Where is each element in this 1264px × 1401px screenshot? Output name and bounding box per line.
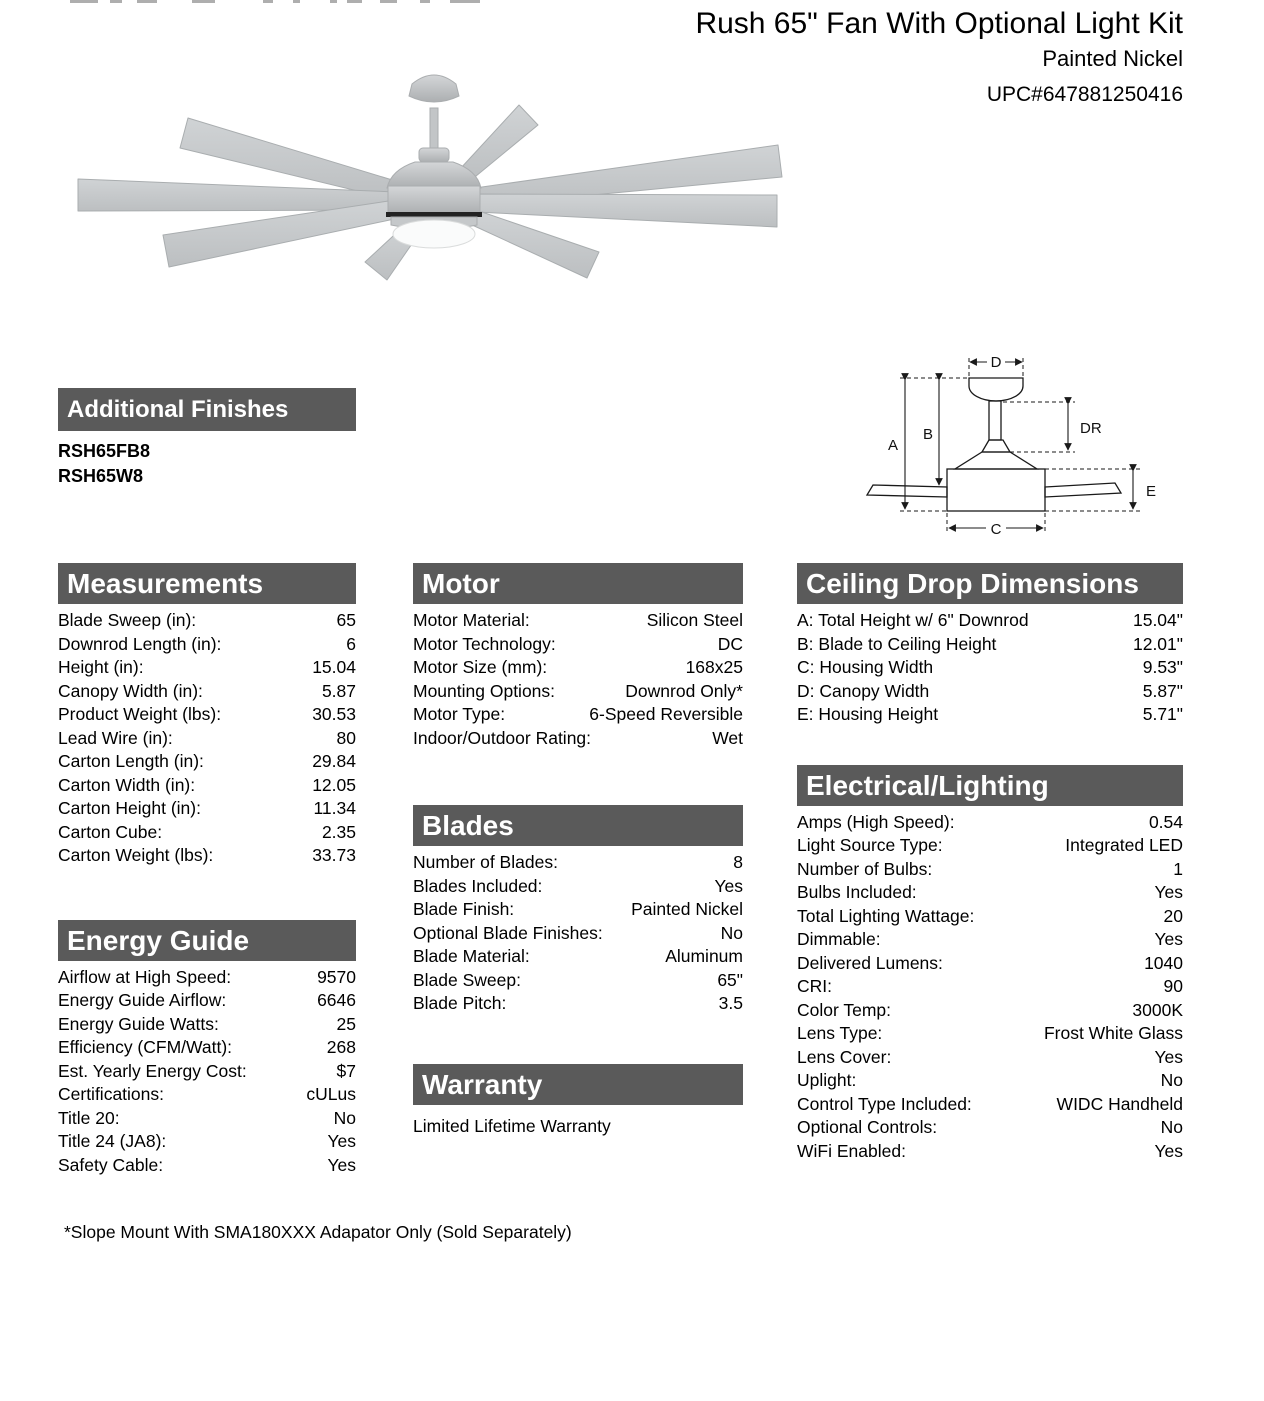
fan-downrod	[430, 108, 438, 148]
motor-rows	[413, 604, 743, 750]
blades-section	[413, 805, 743, 1016]
spec-row	[58, 989, 356, 1013]
spec-label: Downrod Length (in):	[58, 633, 222, 654]
spec-row	[58, 1036, 356, 1060]
spec-column-1	[58, 563, 356, 1177]
cropped-logo-fragment	[347, 0, 362, 3]
spec-value: 25	[336, 1013, 356, 1034]
section-header-measurements: Measurements	[58, 563, 356, 604]
spec-value: 20	[1163, 905, 1183, 926]
spec-value: 1040	[1144, 952, 1183, 973]
footnote: *Slope Mount With SMA180XXX Adapator Only (Sold Separately)	[64, 1222, 572, 1242]
spec-row	[413, 703, 743, 727]
fan-product-image	[55, 56, 855, 296]
spec-value: 3000K	[1132, 999, 1183, 1020]
spec-label: Product Weight (lbs):	[58, 704, 222, 724]
energy-guide-section	[58, 920, 356, 1178]
spec-label: Est. Yearly Energy Cost:	[58, 1060, 247, 1081]
spec-label: Dimmable:	[797, 929, 881, 949]
spec-label: Amps (High Speed):	[797, 811, 955, 832]
spec-value: No	[720, 922, 743, 943]
spec-row	[58, 633, 356, 657]
spec-value: WIDC Handheld	[1056, 1093, 1183, 1114]
spec-value: 6-Speed Reversible	[589, 704, 743, 724]
spec-row	[797, 811, 1183, 835]
spec-value: Yes	[1154, 1140, 1183, 1161]
section-header-additional-finishes: Additional Finishes	[58, 388, 356, 431]
spec-label: Optional Controls:	[797, 1117, 938, 1137]
spec-row	[797, 975, 1183, 999]
fan-light-lens	[393, 220, 475, 248]
fan-blade	[476, 194, 777, 227]
spec-value: 268	[326, 1037, 356, 1057]
spec-value: Painted Nickel	[631, 899, 743, 919]
diagram-cone	[955, 452, 1037, 469]
motor-section	[413, 563, 743, 750]
spec-row	[413, 969, 743, 993]
spec-row	[797, 1093, 1183, 1117]
spec-value: No	[333, 1107, 356, 1128]
spec-value: Yes	[1154, 1046, 1183, 1067]
spec-value: cULus	[306, 1084, 356, 1104]
section-header-warranty: Warranty	[413, 1064, 743, 1105]
diagram-blade-right	[1045, 483, 1121, 497]
spec-value: No	[1160, 1070, 1183, 1090]
spec-label: Certifications:	[58, 1084, 165, 1104]
spec-value: No	[1160, 1117, 1183, 1137]
product-title: Rush 65" Fan With Optional Light Kit	[695, 7, 1183, 40]
spec-value: 90	[1163, 976, 1183, 996]
section-header-motor: Motor	[413, 563, 743, 604]
spec-row	[413, 609, 743, 633]
electrical-lighting-section	[797, 765, 1183, 1164]
spec-row	[797, 928, 1183, 952]
warranty-text: Limited Lifetime Warranty	[413, 1115, 611, 1136]
spec-label: Blades Included:	[413, 875, 543, 896]
spec-label: Title 24 (JA8):	[58, 1131, 167, 1151]
spec-row	[797, 1022, 1183, 1046]
spec-label: Motor Size (mm):	[413, 657, 548, 677]
section-header-electrical: Electrical/Lighting	[797, 765, 1183, 806]
energy-guide-rows	[58, 961, 356, 1178]
spec-value: Downrod Only*	[625, 680, 743, 701]
spec-row	[797, 1046, 1183, 1070]
spec-label: Indoor/Outdoor Rating:	[413, 727, 592, 748]
spec-row	[797, 609, 1183, 633]
spec-label: Bulbs Included:	[797, 882, 917, 902]
spec-label: Blade Material:	[413, 946, 530, 966]
spec-label: Blade Sweep (in):	[58, 610, 197, 630]
spec-row	[58, 844, 356, 868]
spec-value: 3.5	[718, 993, 743, 1013]
spec-label: Total Lighting Wattage:	[797, 905, 975, 926]
spec-label: Title 20:	[58, 1107, 120, 1128]
spec-value: 5.87"	[1142, 680, 1183, 701]
diagram-label-dr: DR	[1080, 420, 1102, 437]
spec-row	[58, 680, 356, 704]
spec-value: $7	[336, 1060, 356, 1081]
spec-row	[58, 821, 356, 845]
spec-value: 11.34	[313, 798, 356, 818]
spec-row	[58, 656, 356, 680]
cropped-logo-fragment	[420, 0, 430, 3]
spec-label: Motor Type:	[413, 704, 506, 724]
fan-canopy	[409, 75, 459, 102]
spec-label: Canopy Width (in):	[58, 680, 203, 701]
product-finish: Painted Nickel	[1042, 46, 1183, 71]
spec-value: 0.54	[1148, 811, 1183, 832]
spec-label: Lead Wire (in):	[58, 727, 173, 748]
spec-row	[413, 922, 743, 946]
spec-value: 6646	[317, 990, 356, 1010]
spec-label: Light Source Type:	[797, 835, 943, 855]
spec-value: 5.71"	[1142, 704, 1183, 724]
spec-value: 65	[336, 610, 356, 630]
spec-row	[58, 774, 356, 798]
spec-row	[413, 945, 743, 969]
spec-row	[797, 834, 1183, 858]
spec-value: 2.35	[321, 821, 356, 842]
spec-row	[797, 1140, 1183, 1164]
spec-label: A: Total Height w/ 6" Downrod	[797, 610, 1029, 630]
spec-label: Color Temp:	[797, 999, 892, 1020]
spec-label: Height (in):	[58, 657, 144, 677]
cropped-logo-fragment	[192, 0, 215, 3]
spec-row	[413, 875, 743, 899]
diagram-label-a: A	[887, 437, 899, 454]
spec-value: 6	[346, 633, 356, 654]
spec-label: Blade Finish:	[413, 899, 515, 919]
spec-label: Lens Cover:	[797, 1046, 892, 1067]
spec-row	[58, 1083, 356, 1107]
cropped-logo-fragment	[450, 0, 480, 3]
spec-label: B: Blade to Ceiling Height	[797, 633, 997, 654]
spec-label: Carton Cube:	[58, 821, 163, 842]
spec-value: 5.87	[321, 680, 356, 701]
spec-row	[58, 1107, 356, 1131]
ceiling-drop-diagram	[843, 348, 1163, 548]
spec-label: Airflow at High Speed:	[58, 966, 232, 987]
spec-label: Number of Bulbs:	[797, 858, 933, 879]
spec-value: 30.53	[312, 704, 356, 724]
diagram-label-c: C	[990, 521, 1002, 538]
spec-value: 33.73	[312, 845, 356, 865]
ceiling-drop-section	[797, 563, 1183, 727]
spec-label: Carton Width (in):	[58, 774, 196, 795]
spec-row	[58, 1060, 356, 1084]
spec-value: DC	[717, 633, 743, 654]
blades-rows	[413, 846, 743, 1016]
spec-label: Blade Sweep:	[413, 969, 521, 990]
spec-value: 80	[336, 727, 356, 748]
spec-value: 15.04"	[1132, 610, 1183, 630]
section-header-ceiling-drop: Ceiling Drop Dimensions	[797, 563, 1183, 604]
cropped-logo-fragment	[293, 0, 300, 3]
spec-label: Delivered Lumens:	[797, 952, 943, 973]
cropped-logo-fragment	[263, 0, 273, 3]
spec-value: Yes	[714, 875, 743, 896]
spec-label: Motor Technology:	[413, 633, 556, 654]
spec-value: Integrated LED	[1065, 835, 1183, 855]
electrical-rows	[797, 806, 1183, 1164]
spec-value: Yes	[1154, 882, 1183, 902]
spec-label: Carton Weight (lbs):	[58, 845, 214, 865]
spec-value: Wet	[712, 727, 743, 748]
spec-label: Carton Height (in):	[58, 798, 201, 818]
spec-row	[58, 1130, 356, 1154]
spec-value: 29.84	[312, 751, 356, 771]
warranty-section	[413, 1064, 743, 1138]
spec-label: Energy Guide Airflow:	[58, 990, 227, 1010]
spec-label: WiFi Enabled:	[797, 1140, 906, 1161]
fan-motor-drum	[388, 186, 480, 214]
spec-value: 168x25	[685, 657, 743, 677]
spec-row	[797, 999, 1183, 1023]
spec-column-3	[797, 563, 1183, 1163]
measurements-rows	[58, 604, 356, 868]
spec-row	[797, 680, 1183, 704]
spec-label: Uplight:	[797, 1070, 857, 1090]
spec-row	[58, 1154, 356, 1178]
spec-value: 12.05	[312, 774, 356, 795]
spec-row	[413, 680, 743, 704]
spec-label: D: Canopy Width	[797, 680, 930, 701]
measurements-section	[58, 563, 356, 868]
product-upc: UPC#647881250416	[986, 83, 1183, 106]
spec-value: 8	[733, 852, 743, 872]
spec-row	[413, 992, 743, 1016]
spec-row	[413, 851, 743, 875]
section-header-energy-guide: Energy Guide	[58, 920, 356, 961]
finish-model-number: RSH65FB8	[58, 441, 151, 461]
spec-value: Yes	[327, 1154, 356, 1175]
section-header-blades: Blades	[413, 805, 743, 846]
spec-row	[413, 656, 743, 680]
spec-row	[797, 633, 1183, 657]
finish-list	[58, 439, 356, 489]
spec-value: Aluminum	[665, 946, 743, 966]
spec-column-2	[413, 563, 743, 1138]
spec-label: Number of Blades:	[413, 852, 558, 872]
spec-row	[797, 1116, 1183, 1140]
spec-label: Energy Guide Watts:	[58, 1013, 219, 1034]
diagram-extension-lines	[900, 358, 1141, 534]
ceiling-drop-rows	[797, 604, 1183, 727]
fan-downrod-cap	[419, 148, 449, 162]
finish-model-number: RSH65W8	[58, 466, 144, 486]
spec-value: 65"	[717, 969, 743, 990]
spec-row	[413, 633, 743, 657]
diagram-label-b: B	[922, 426, 934, 443]
spec-label: Mounting Options:	[413, 680, 556, 701]
spec-row	[58, 750, 356, 774]
diagram-blade-left	[867, 485, 947, 497]
spec-row	[58, 797, 356, 821]
spec-row	[797, 881, 1183, 905]
diagram-housing	[947, 469, 1045, 511]
spec-value: Silicon Steel	[646, 610, 743, 630]
spec-row	[58, 1013, 356, 1037]
spec-label: E: Housing Height	[797, 704, 939, 724]
spec-row	[797, 858, 1183, 882]
spec-value: 1	[1173, 858, 1183, 879]
cropped-logo-fragment	[330, 0, 337, 3]
cropped-logo-fragment	[137, 0, 157, 3]
spec-row	[58, 727, 356, 751]
fan-blade	[470, 210, 599, 278]
spec-value: 9.53"	[1142, 657, 1183, 677]
spec-value: Frost White Glass	[1043, 1023, 1183, 1043]
cropped-logo-fragment	[380, 0, 397, 3]
spec-label: Control Type Included:	[797, 1093, 972, 1114]
spec-label: Efficiency (CFM/Watt):	[58, 1037, 233, 1057]
diagram-label-e: E	[1146, 483, 1157, 500]
spec-row	[797, 656, 1183, 680]
spec-label: CRI:	[797, 976, 832, 996]
diagram-canopy	[969, 378, 1023, 401]
spec-label: Motor Material:	[413, 610, 530, 630]
spec-value: 9570	[317, 966, 356, 987]
spec-value: Yes	[327, 1131, 356, 1151]
spec-label: Blade Pitch:	[413, 993, 507, 1013]
cropped-logo-fragment	[70, 0, 98, 3]
spec-label: Carton Length (in):	[58, 751, 204, 771]
spec-value: 12.01"	[1132, 633, 1183, 654]
spec-value: Yes	[1154, 929, 1183, 949]
spec-label: Safety Cable:	[58, 1154, 164, 1175]
spec-label: Lens Type:	[797, 1023, 883, 1043]
spec-row	[797, 703, 1183, 727]
spec-row	[797, 1069, 1183, 1093]
spec-row	[58, 609, 356, 633]
spec-row	[413, 898, 743, 922]
cropped-logo-fragment	[110, 0, 122, 3]
fan-blade	[460, 105, 538, 181]
diagram-flare	[982, 440, 1010, 452]
spec-value: 15.04	[312, 657, 356, 677]
diagram-downrod	[989, 401, 1001, 440]
spec-row	[58, 703, 356, 727]
diagram-label-d: D	[990, 354, 1002, 371]
spec-label: Optional Blade Finishes:	[413, 922, 603, 943]
spec-row	[413, 727, 743, 751]
diagram-dimension-lines	[905, 362, 1133, 528]
fan-accent-ring	[386, 212, 482, 217]
spec-label: C: Housing Width	[797, 657, 934, 677]
spec-row	[797, 952, 1183, 976]
spec-row	[797, 905, 1183, 929]
spec-row	[58, 966, 356, 990]
additional-finishes-section	[58, 388, 356, 489]
